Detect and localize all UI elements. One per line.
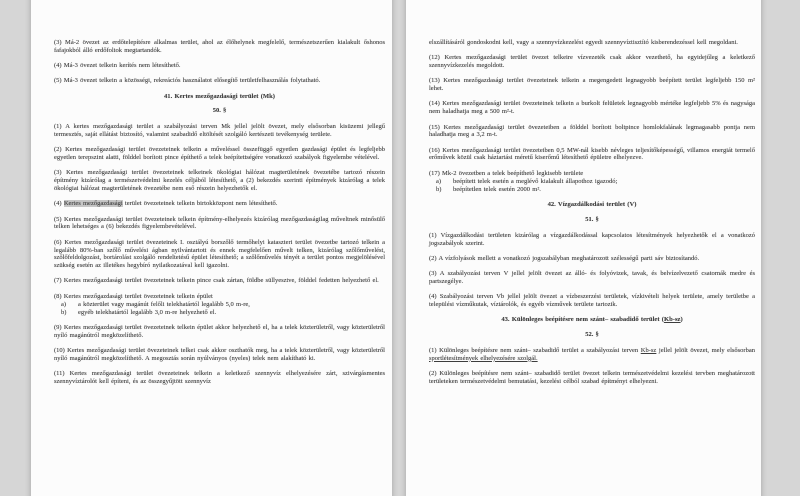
search-highlight: Kertes mezőgazdasági: [63, 200, 123, 208]
document-page-left: [30, 0, 393, 496]
list-item-mk17-a: [436, 178, 755, 186]
paragraph-mk-11-continued: elszállításáról gondoskodni kell, vagy a szennyvízkezelést egyedi szennyvíztisztító kisberendezéssel kell megoldani.: [429, 39, 738, 46]
paragraph-mk-15: (15) Kertes mezőgazdasági terület övezeteiben a földdel borított boltpince homlokfalának legmagasabb pontja nem haladhatja meg a 3,2 m-t.: [429, 123, 755, 139]
paragraph-kb-1-prefix: (1) Különleges beépítésre nem szánt– szabadidő terület a szabályozási terven: [429, 346, 641, 354]
section-heading-43: [429, 316, 755, 324]
paragraph-v-1: (1) Vízgazdálkodási területen kizárólag a vízgazdálkodással kapcsolatos létesítmények helyezhetők el a vonatkozó jogszabályok szerint.: [429, 231, 755, 247]
paragraph-mk-1: (1) A kertes mezőgazdasági terület a szabályozási terven Mk jellel jelölt övezet, mely elsősorban kisüzemi jellegű termesztés, saját ellátást biztosító, valamint szabadidő eltöltését szolgáló kertészeti tevékenység területe.: [54, 123, 385, 139]
paragraph-mk-9: (9) Kertes mezőgazdasági terület övezeteinek telkein épület akkor helyezhető el, ha a telek közterületről, vagy közterületről nyíló magánútról megközelíthető.: [54, 324, 385, 339]
paragraph-mk-10: (10) Kertes mezőgazdasági terület övezeteinek telkei csak akkor oszthatók meg, ha a telek közterületről, vagy közterületről nyíló magánútról megközelíthető. A megosztás során nyúlványos (nyeles) telek nem alakítható ki.: [54, 347, 385, 363]
paragraph-kb-1: [429, 347, 755, 363]
paragraph-mk-13: (13) Kertes mezőgazdasági terület övezeteinek telkein a megengedett legnagyobb beépített terület legfeljebb 150 m² lehet.: [429, 77, 755, 93]
section-number-52: 52. §: [585, 331, 599, 339]
list-item-label: a): [61, 300, 67, 308]
paragraph-v-4: (4) Szabályozási terven Vb jellel jelölt övezet a vízbeszerzési területek, vízkivételi helyek területe, amely területbe a települési vízműkutak, víztárolók, és egyéb vízművek területe tartozik.: [429, 293, 755, 309]
list-item-text: beépített telek esetén a meglévő kialakult állapothoz igazodó;: [453, 177, 618, 185]
paragraph-kb-1-zone-code: Kb-sz: [640, 346, 657, 354]
paragraph-kb-2: (2) Különleges beépítésre nem szánt– szabadidő terület övezet telkein természetvédelmi kezelési tervben meghatározott területeken természetvédelmi bemutatási, kezelési célból szabad építményt elhelyezni.: [429, 370, 755, 385]
paragraph-mk-12: (12) Kertes mezőgazdasági terület övezet telkeire vízvezeték csak akkor vezethető, ha egyidejűleg a keletkező szennyvízkezelés megoldott.: [429, 54, 755, 70]
paragraph-mk-16: (16) Kertes mezőgazdasági terület övezeteiben 0,5 MW-nál kisebb névleges teljesítőképességű, villamos energiát termelő erőművek közül csak háztartási méretű kiserőmű létesíthető épületre elhelyezve.: [429, 146, 755, 162]
paragraph-mk-4-prefix: (4): [54, 200, 64, 208]
paragraph-mk-3: (3) Kertes mezőgazdasági terület övezeteinek telkeinek ökológiai hálózat magterületének övezetébe tartozó részein építmény kizárólag a természetvédelmi kezelés céljából létesíthető, a (2) bekezdés szerinti építmények kizárólag a telek ökológiai hálózat magterületének övezetébe nem eső részein helyezhetők el.: [54, 169, 385, 193]
section-number-51: 51. §: [585, 215, 599, 223]
paragraph-ma3-4: (4) Má-3 övezet telkein kerítés nem létesíthető.: [54, 62, 181, 70]
page-right-content: [406, 0, 761, 403]
page-left-content: [31, 0, 392, 403]
list-item-label: a): [436, 177, 442, 185]
paragraph-mk-4: [54, 200, 385, 208]
document-page-right: [405, 0, 762, 496]
section-heading-41: 41. Kertes mezőgazdasági terület (Mk): [164, 92, 275, 100]
paragraph-kb-1-mid: jellel jelölt övezet, mely elsősorban: [656, 346, 755, 354]
paragraph-v-2: (2) A vízfolyások mellett a vonatkozó jogszabályban meghatározott szélességű parti sáv biztosítandó.: [429, 254, 700, 262]
paragraph-mk-7: (7) Kertes mezőgazdasági terület övezeteinek telkein pince csak zártan, földbe süllyesztve, földdel fedetten helyezhető el.: [54, 277, 379, 285]
paragraph-mk-8-intro: (8) Kertes mezőgazdasági terület övezeteinek telkein épület: [54, 292, 213, 300]
list-item-label: b): [61, 308, 67, 316]
list-item-mk17-b: [436, 186, 755, 194]
paragraph-ma2-3: (3) Má-2 övezet az erdőtelepítésre alkalmas terület, ahol az élőhelynek megfelelő, természetszerűen kialakult őshonos fafajokból álló erdőfoltok megtartandók.: [54, 39, 385, 54]
paragraph-kb-1-underlined: sportlétesítmények elhelyezésére szolgál.: [429, 354, 538, 362]
paragraph-mk-6: (6) Kertes mezőgazdasági terület övezeteinek I. osztályú borszőlő termőhelyi kataszteri terület övezetbe tartozó telkein a legalább 80%-ban szőlő művelési ágban nyilvántartott és ennek megfelelően művelt telken, kizárólag szőlőművelést, szőlőfeldolgozást, bortárolást szolgáló rendeltetésű épület létesíthető; a szőlőművelés tényét a terület pontos megjelölésével szükség esetén az illetékes hegybíró nyilatkozatával kell igazolni.: [54, 238, 385, 270]
section-number-50: 50. §: [212, 107, 227, 115]
paragraph-mk-2: (2) Kertes mezőgazdasági terület övezeteinek telkein a műveléssel összefüggő egyetlen gazdasági épület és legfeljebb egyetlen terepszint alatti, földdel borított pince építhető a telek beépítettségére vonatkozó szabályok figyelembe vételével.: [54, 146, 385, 162]
list-item-mk8-a: [61, 301, 385, 309]
heading-43-zone-code: Kb-sz: [664, 316, 681, 324]
list-item-text: a közterület vagy magánút felőli telekhatártól legalább 5,0 m-re,: [78, 300, 250, 308]
list-item-mk8-b: [61, 309, 385, 317]
paragraph-mk-14: (14) Kertes mezőgazdasági terület övezeteinek telkein a burkolt felületek legnagyobb mértéke legfeljebb 5% és nagysága nem haladhatja meg a 500 m²-t.: [429, 100, 755, 116]
paragraph-ma3-5: (5) Má-3 övezet telkein a közösségi, rekreációs használatot elősegítő területfelhasználás folytatható.: [54, 77, 321, 85]
list-item-text: egyéb telekhatártól legalább 3,0 m-re helyezhető el.: [78, 308, 217, 316]
list-item-text: beépítetlen telek esetén 2000 m².: [453, 185, 541, 193]
paragraph-mk-5: (5) Kertes mezőgazdasági terület övezeteinek telkein építmény-elhelyezés kizárólag mezőgazdaságilag műveltnek minősülő telken lehetséges a (6) bekezdés figyelembevételével.: [54, 215, 385, 231]
paragraph-mk-17-intro: (17) Mk-2 övezetben a telek beépíthető legkisebb területe: [429, 169, 584, 177]
list-item-label: b): [436, 185, 442, 193]
section-heading-42: 42. Vízgazdálkodási terület (V): [547, 201, 637, 209]
paragraph-mk-11: (11) Kertes mezőgazdasági terület övezeteinek telkein a keletkező szennyvíz elhelyezésére zárt, szivárgásmentes szennyvíztárolót kell építeni, és az összegyűjtött szennyvíz: [54, 370, 385, 386]
paragraph-v-3: (3) A szabályozási terven V jellel jelölt övezet az álló- és folyóvizek, tavak, és belvízelvezető csatornák medre és partszegélye.: [429, 270, 755, 285]
heading-43-close: ): [680, 316, 683, 324]
paragraph-mk-4-rest: terület övezeteinek telkein birtokközpont nem létesíthető.: [122, 200, 278, 208]
heading-43-text: 43. Különleges beépítésre nem szánt– szabadidő terület (: [501, 316, 664, 324]
